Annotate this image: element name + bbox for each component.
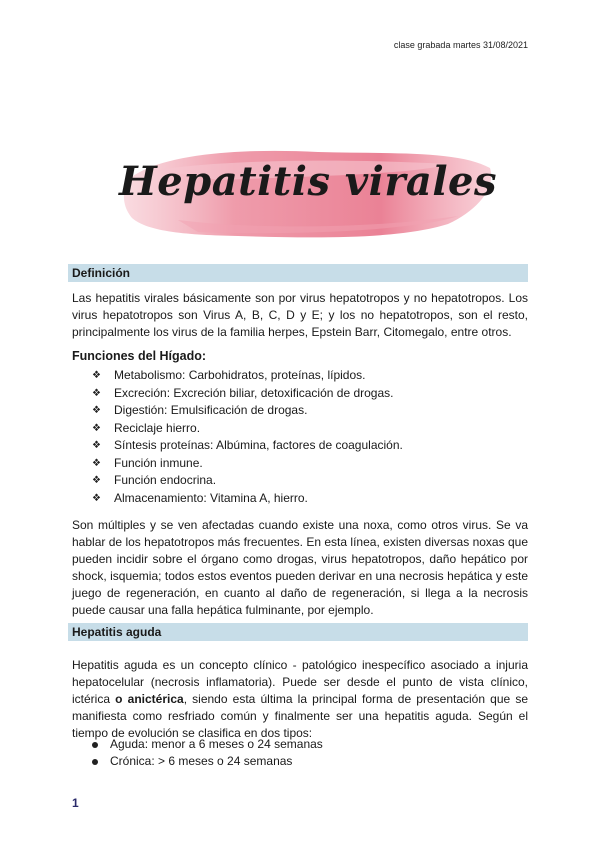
section-heading-hepatitis-aguda: Hepatitis aguda	[68, 623, 528, 641]
list-item: Aguda: menor a 6 meses o 24 semanas	[92, 736, 323, 753]
diamond-bullet-icon: ❖	[92, 475, 101, 486]
list-item: ❖ Digestión: Emulsificación de drogas.	[92, 402, 403, 420]
list-item: ❖ Función endocrina.	[92, 472, 403, 490]
diamond-bullet-icon: ❖	[92, 387, 101, 399]
page-number: 1	[72, 796, 79, 810]
hepatitis-aguda-paragraph: Hepatitis aguda es un concepto clínico - patológico inespecífico asociado a injuria hepatocelular (necrosis inflamatoria). Puede ser desde el punto de vista clínico, ictérica o anictérica, siendo esta última la principal forma de presentación que se manifiesta como resfriado común y finalmente ser una hepatitis aguda. Según el tiempo de evolución se clasifica en dos tipos:	[72, 658, 529, 740]
list-item: ❖ Función inmune.	[92, 455, 403, 473]
evolution-types-list	[92, 736, 323, 770]
section-heading-definicion: Definición	[68, 264, 528, 282]
funciones-paragraph: Son múltiples y se ven afectadas cuando existe una noxa, como otros virus. Se va hablar de los hepatotropos más frecuentes. En esta línea, existen diversas noxas que pueden incidir sobre el órgano como drogas, virus hepatotropos, daño hepático por shock, isquemia; todos estos eventos pueden derivar en una necrosis hepática y este juego de regeneración, en cuanto al daño de regeneración, si llega a la necrosis puede causar una falla hepática fulminante, por ejemplo.	[72, 518, 528, 617]
diamond-bullet-icon: ❖	[92, 440, 101, 451]
list-item: ❖ Metabolismo: Carbohidratos, proteínas, lípidos.	[92, 367, 403, 385]
list-item: ❖ Síntesis proteínas: Albúmina, factores de coagulación.	[92, 437, 403, 455]
header-note: clase grabada martes 31/08/2021	[393, 40, 528, 50]
definicion-paragraph: Las hepatitis virales básicamente son por virus hepatotropos y no hepatotropos. Los virus hepatotropos son Virus A, B, C, D y E; y los no hepatotropos, son el resto, principalmente los virus de la familia herpes, Epstein Barr, Citomegalo, entre otros.	[72, 291, 528, 339]
diamond-bullet-icon: ❖	[92, 492, 101, 504]
funciones-list	[92, 367, 403, 507]
list-item: ❖ Almacenamiento: Vitamina A, hierro.	[92, 490, 403, 508]
diamond-bullet-icon: ❖	[92, 422, 101, 434]
bullet-dot-icon	[92, 759, 98, 765]
diamond-bullet-icon: ❖	[92, 370, 101, 381]
diamond-bullet-icon: ❖	[92, 405, 101, 416]
diamond-bullet-icon: ❖	[92, 457, 101, 469]
list-item: ❖ Reciclaje hierro.	[92, 420, 403, 438]
document-title: Hepatitis virales	[118, 158, 497, 205]
title-banner	[118, 140, 498, 250]
bullet-dot-icon	[92, 742, 98, 748]
list-item: ❖ Excreción: Excreción biliar, detoxificación de drogas.	[92, 385, 403, 403]
list-item: Crónica: > 6 meses o 24 semanas	[92, 753, 323, 770]
funciones-heading: Funciones del Hígado:	[72, 349, 207, 363]
